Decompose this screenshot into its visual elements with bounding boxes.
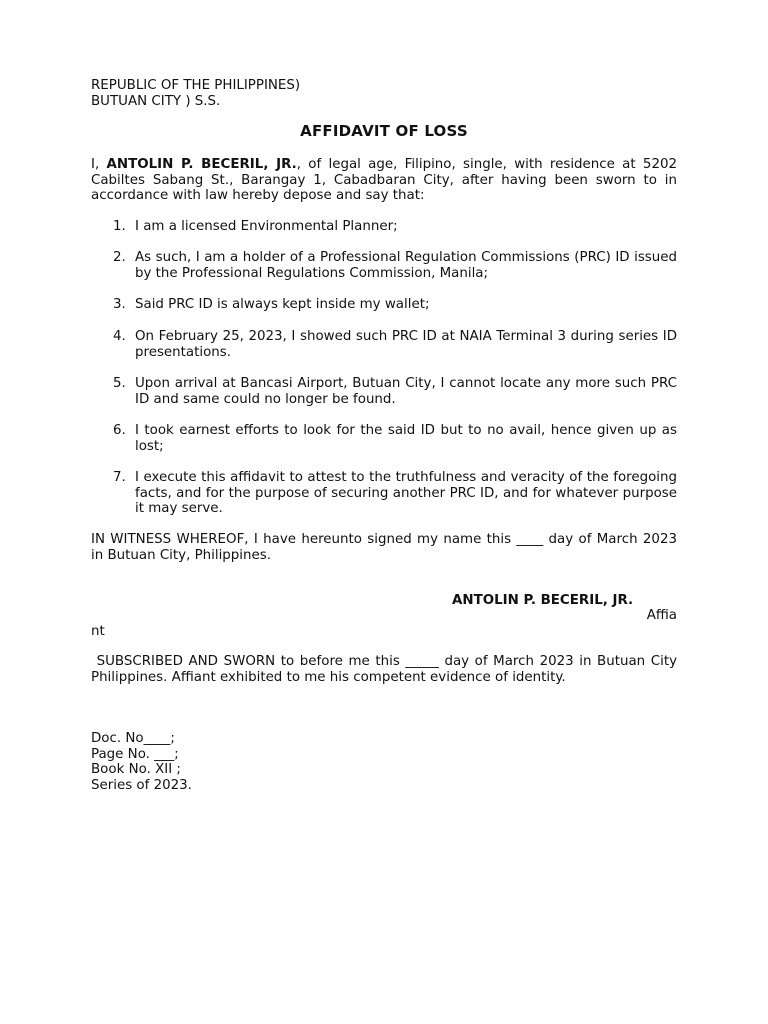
venue-line-1: REPUBLIC OF THE PHILIPPINES) [91, 78, 301, 93]
list-item-4 [113, 329, 677, 360]
doc-number: Doc. No____; [91, 731, 175, 746]
item-text: I took earnest efforts to look for the said ID but to no avail, hence given up as lost; [135, 423, 677, 454]
jurat-paragraph: SUBSCRIBED AND SWORN to before me this _____ day of March 2023 in Butuan City Philippines. Affiant exhibited to me his competent evidence of identity. [91, 654, 682, 685]
signatory-name: ANTOLIN P. BECERIL, JR. [452, 593, 634, 608]
list-item-6 [113, 423, 677, 454]
venue-line-2: BUTUAN CITY ) S.S. [91, 93, 221, 109]
item-text: Said PRC ID is always kept inside my wallet; [135, 297, 430, 312]
page-number: Page No. ___; [91, 746, 179, 762]
book-number: Book No. XII ; [91, 762, 181, 778]
list-item-1 [113, 219, 677, 235]
affiant-name: ANTOLIN P. BECERIL, JR. [106, 157, 297, 172]
witness-paragraph: IN WITNESS WHEREOF, I have hereunto signed my name this ____ day of March 2023 in Butuan City, Philippines. [91, 532, 677, 563]
item-number: 5. [113, 376, 126, 391]
item-number: 7. [113, 470, 126, 485]
venue-caption [91, 78, 300, 109]
item-number: 4. [113, 329, 126, 344]
item-text: On February 25, 2023, I showed such PRC ID at NAIA Terminal 3 during series ID presentations. [135, 329, 677, 360]
intro-paragraph [91, 157, 677, 204]
signatory-title-part2: nt [91, 624, 105, 639]
item-number: 3. [113, 297, 126, 312]
item-text: Upon arrival at Bancasi Airport, Butuan City, I cannot locate any more such PRC ID and same could no longer be found. [135, 376, 677, 407]
intro-text: , of legal age, Filipino, single, with residence at 5202 Cabiltes Sabang St., Barangay 1, Cabadbaran City, after having been sworn to in accordance with law hereby depose and say that: [91, 157, 678, 204]
item-number: 2. [113, 250, 126, 265]
list-item-5 [113, 376, 677, 407]
document-title: AFFIDAVIT OF LOSS [300, 122, 468, 140]
item-number: 1. [113, 219, 126, 234]
item-text: I execute this affidavit to attest to the truthfulness and veracity of the foregoing facts, and for the purpose of securing another PRC ID, and for whatever purpose it may serve. [135, 470, 677, 517]
item-text: As such, I am a holder of a Professional Regulation Commissions (PRC) ID issued by the Professional Regulations Commission, Manila; [135, 250, 677, 281]
series-year: Series of 2023. [91, 777, 192, 793]
signatory-title-part1: Affia [646, 608, 677, 623]
list-item-3 [113, 297, 677, 313]
item-number: 6. [113, 423, 126, 438]
item-text: I am a licensed Environmental Planner; [135, 219, 398, 234]
list-item-7 [113, 470, 677, 517]
intro-prefix: I, [91, 157, 107, 172]
notarial-register [91, 731, 192, 793]
list-item-2 [113, 250, 677, 281]
